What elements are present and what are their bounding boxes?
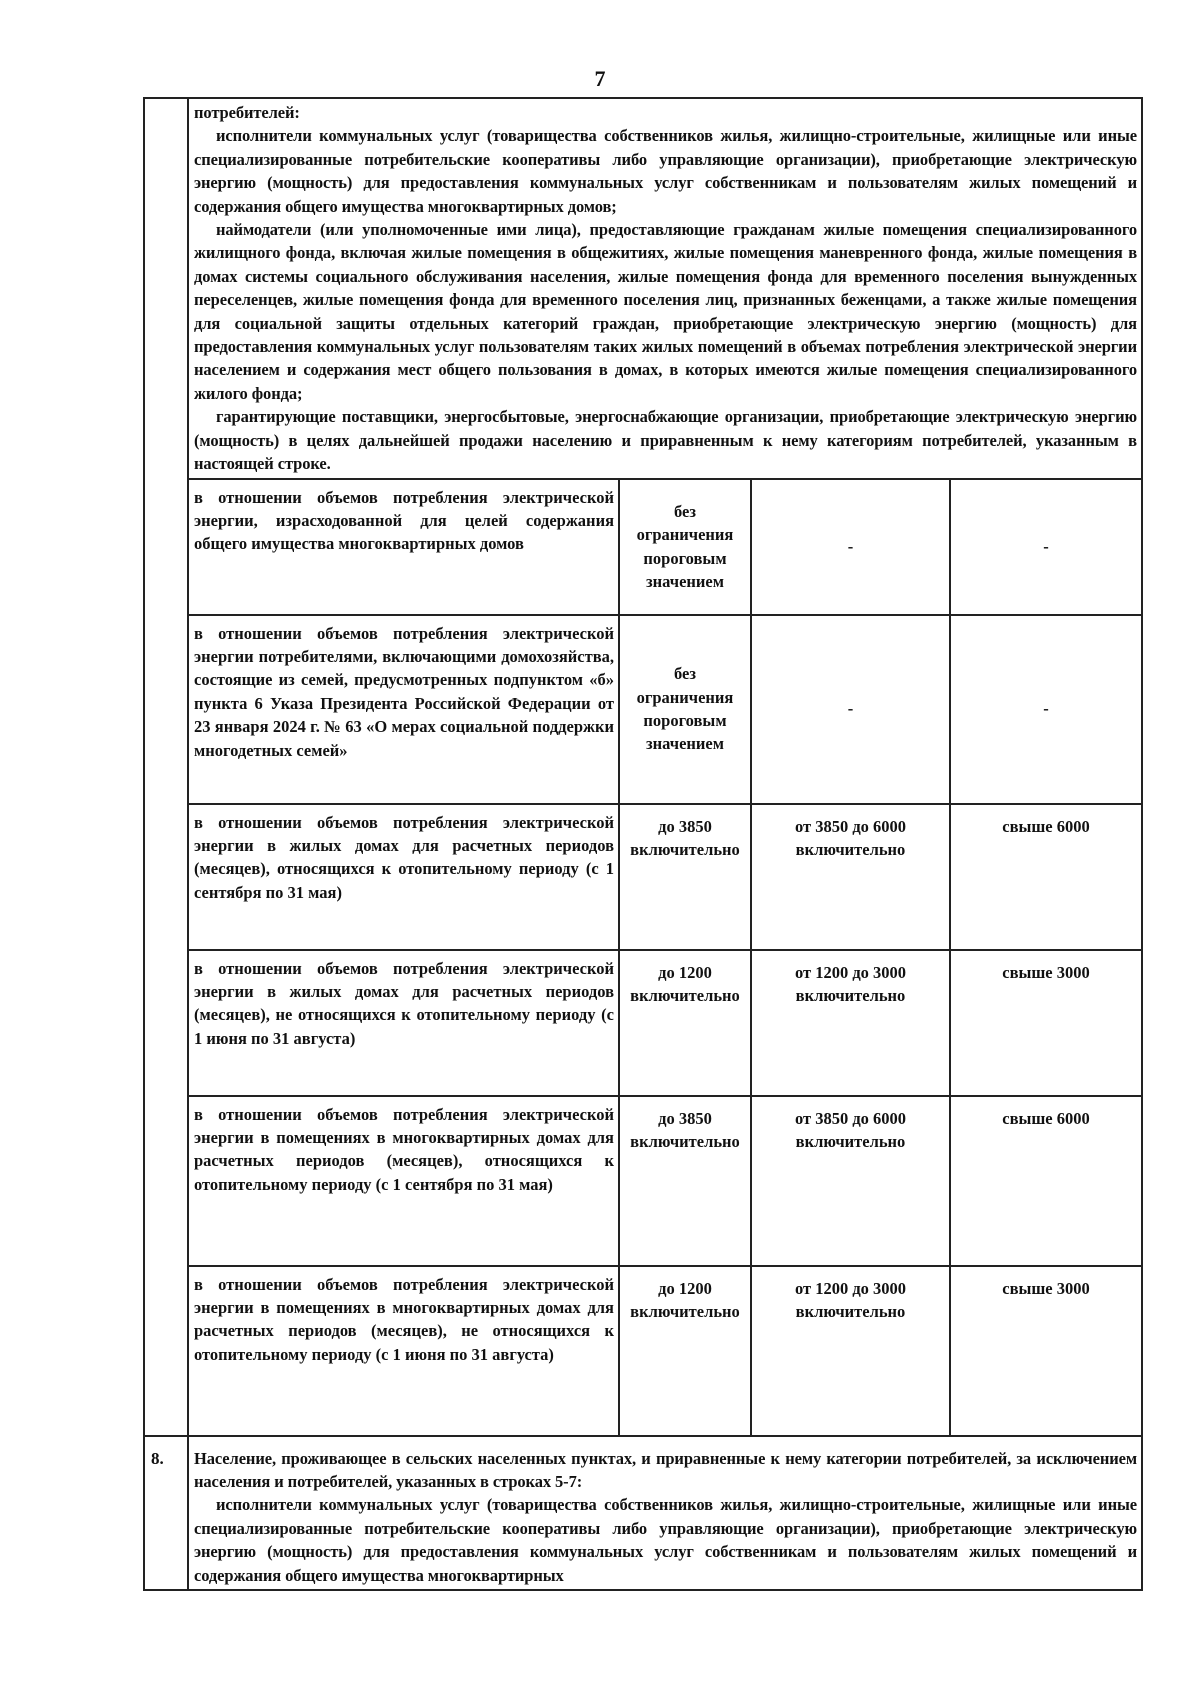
intro-paragraph-3: гарантирующие поставщики, энергосбытовые, энергоснабжающие организации, приобретающие электрическую энергию (мощность) в целях дальнейшей продажи населению и приравненным к нему категориям потребителей, указанным в настоящей строке. (194, 407, 1137, 474)
threshold-row (189, 615, 1141, 804)
intro-paragraph-1: исполнители коммунальных услуг (товарищества собственников жилья, жилищно-строительные, жилищные или иные специализированные потребительские кооперативы либо управляющие организации), приобретающие электрическую энергию (мощность) для предоставления коммунальных услуг собственникам и пользователям жилых помещений и содержания общего имущества многоквартирных домов; (194, 126, 1137, 216)
threshold-row (189, 1096, 1141, 1266)
threshold-range-1: до 1200 включительно (619, 1266, 751, 1435)
threshold-range-2: - (751, 615, 950, 804)
tariff-table (143, 97, 1143, 1591)
row-8-paragraph: исполнители коммунальных услуг (товарищества собственников жилья, жилищно-строительные, жилищные или иные специализированные потребительские кооперативы либо управляющие организации), приобретающие электрическую энергию (мощность) для предоставления коммунальных услуг собственникам и пользователям жилых помещений и содержания общего имущества многоквартирных (194, 1495, 1137, 1585)
threshold-range-2: от 3850 до 6000 включительно (751, 1096, 950, 1266)
threshold-description: в отношении объемов потребления электрической энергии в жилых домах для расчетных периодов (месяцев), не относящихся к отопительному периоду (с 1 июня по 31 августа) (189, 950, 619, 1096)
threshold-row (189, 804, 1141, 950)
row-8-content (188, 1436, 1142, 1590)
threshold-range-3: свыше 3000 (950, 1266, 1141, 1435)
threshold-row (189, 1266, 1141, 1435)
threshold-range-3: свыше 3000 (950, 950, 1141, 1096)
threshold-range-1: без ограничения пороговым значением (619, 615, 751, 804)
intro-lead: потребителей: (194, 103, 300, 122)
threshold-range-1: до 1200 включительно (619, 950, 751, 1096)
threshold-description: в отношении объемов потребления электрической энергии в помещениях в многоквартирных домах для расчетных периодов (месяцев), относящихся к отопительному периоду (с 1 сентября по 31 мая) (189, 1096, 619, 1266)
threshold-range-3: - (950, 615, 1141, 804)
threshold-row (189, 950, 1141, 1096)
row-number: 8. (151, 1448, 164, 1468)
page-number: 7 (594, 66, 606, 91)
threshold-range-1: без ограничения пороговым значением (619, 479, 751, 615)
threshold-description: в отношении объемов потребления электрической энергии в жилых домах для расчетных периодов (месяцев), относящихся к отопительному периоду (с 1 сентября по 31 мая) (189, 804, 619, 950)
intro-paragraph-2: наймодатели (или уполномоченные ими лица), предоставляющие гражданам жилые помещения специализированного жилищного фонда, включая жилые помещения в общежитиях, жилые помещения маневренного фонда, жилые помещения в домах системы социального обслуживания населения, жилые помещения фонда для временного поселения вынужденных переселенцев, жилые помещения фонда для временного поселения лиц, признанных беженцами, а также жилые помещения для социальной защиты отдельных категорий граждан, приобретающие электрическую энергию (мощность) для предоставления коммунальных услуг пользователям таких жилых помещений в объемах потребления электрической энергии населением и содержания мест общего пользования в домах, в которых имеются жилые помещения специализированного жилого фонда; (194, 220, 1137, 403)
threshold-description: в отношении объемов потребления электрической энергии в помещениях в многоквартирных домах для расчетных периодов (месяцев), не относящихся к отопительному периоду (с 1 июня по 31 августа) (189, 1266, 619, 1435)
consumer-list (189, 99, 1141, 478)
row-7-content (188, 98, 1142, 1436)
threshold-range-2: - (751, 479, 950, 615)
row-8-lead: Население, проживающее в сельских населенных пунктах, и приравненные к нему категории потребителей, за исключением населения и потребителей, указанных в строках 5-7: (194, 1448, 1137, 1491)
threshold-description: в отношении объемов потребления электрической энергии, израсходованной для целей содержания общего имущества многоквартирных домов (189, 479, 619, 615)
threshold-range-3: свыше 6000 (950, 804, 1141, 950)
threshold-range-1: до 3850 включительно (619, 804, 751, 950)
row-8-text (189, 1437, 1141, 1589)
row-8 (144, 1436, 1142, 1590)
row-number-cell (144, 1436, 188, 1590)
threshold-range-2: от 1200 до 3000 включительно (751, 1266, 950, 1435)
threshold-table (189, 478, 1141, 1435)
threshold-description: в отношении объемов потребления электрической энергии потребителями, включающими домохозяйства, состоящие из семей, предусмотренных подпунктом «б» пункта 6 Указа Президента Российской Федерации от 23 января 2024 г. № 63 «О мерах социальной поддержки многодетных семей» (189, 615, 619, 804)
threshold-range-3: свыше 6000 (950, 1096, 1141, 1266)
threshold-range-1: до 3850 включительно (619, 1096, 751, 1266)
threshold-row (189, 479, 1141, 615)
threshold-range-2: от 1200 до 3000 включительно (751, 950, 950, 1096)
row-number-cell (144, 98, 188, 1436)
threshold-range-2: от 3850 до 6000 включительно (751, 804, 950, 950)
row-7-continuation (144, 98, 1142, 1436)
threshold-range-3: - (950, 479, 1141, 615)
